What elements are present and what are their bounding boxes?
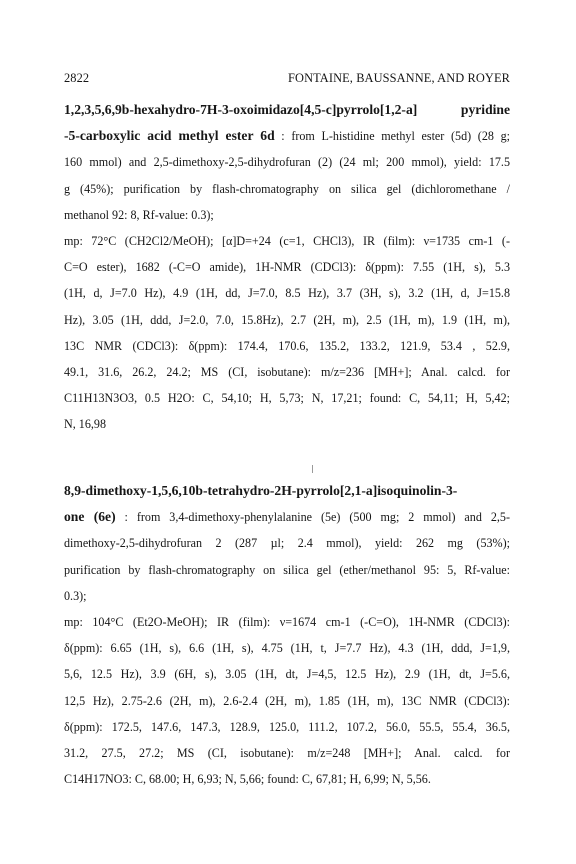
entry1-body-line: (1H, d, J=7.0 Hz), 4.9 (1H, dd, J=7.0, 8.5 Hz), 3.7 (3H, s), 3.2 (1H, d, J=15.8	[64, 286, 510, 301]
entry2-title-part-1: 8,9-dimethoxy-1,5,6,10b-tetrahydro-2H-pyrrolo[2,1-a]isoquinolin-3-	[64, 483, 458, 498]
entry1-body-line: Hz), 3.05 (1H, ddd, J=2.0, 7.0, 15.8Hz), 2.7 (2H, m), 2.5 (1H, m), 1.9 (1H, m),	[64, 312, 510, 327]
author-running-head: FONTAINE, BAUSSANNE, AND ROYER	[288, 71, 510, 85]
entry2-body-line: δ(ppm): 6.65 (1H, s), 6.6 (1H, s), 4.75 (1H, t, J=7.7 Hz), 4.3 (1H, ddd, J=1,9,	[64, 641, 510, 656]
compound-entry-6e	[64, 478, 510, 792]
entry2-body-line: mp: 104°C (Et2O-MeOH); IR (film): ν=1674 cm-1 (-C=O), 1H-NMR (CDCl3):	[64, 614, 510, 629]
compound-entry-6d	[64, 97, 510, 437]
entry1-title-part-2: -5-carboxylic acid methyl ester 6d	[64, 128, 275, 144]
entry1-body-line: 13C NMR (CDCl3): δ(ppm): 174.4, 170.6, 135.2, 133.2, 121.9, 53.4 , 52.9,	[64, 338, 510, 353]
page-number: 2822	[64, 71, 90, 85]
entry2-body-line: δ(ppm): 172.5, 147.6, 147.3, 128.9, 125.0, 111.2, 107.2, 56.0, 55.5, 55.4, 36.5,	[64, 719, 510, 734]
entry2-title-line-1	[64, 478, 510, 504]
entry2-title-part-2: one (6e)	[64, 509, 116, 525]
entry2-source-text: : from 3,4-dimethoxy-phenylalanine (5e) (500 mg; 2 mmol) and 2,5-	[115, 510, 510, 525]
entry1-body-line: C11H13N3O3, 0.5 H2O: C, 54,10; H, 5,73; N, 17,21; found: C, 54,11; H, 5,42;	[64, 391, 510, 406]
entry1-body-line: 160 mmol) and 2,5-dimethoxy-2,5-dihydrofuran (2) (24 ml; 200 mmol), yield: 17.5	[64, 155, 510, 170]
entry2-body-line: 0.3);	[64, 588, 87, 603]
entry1-title-line-1	[64, 97, 510, 123]
entry2-body-line: 12,5 Hz), 2.75-2.6 (2H, m), 2.6-2.4 (2H, m), 1.85 (1H, m), 13C NMR (CDCl3):	[64, 693, 510, 708]
entry2-body-line: C14H17NO3: C, 68.00; H, 6,93; N, 5,66; found: C, 67,81; H, 6,99; N, 5,56.	[64, 772, 431, 787]
entry2-body-line: dimethoxy-2,5-dihydrofuran 2 (287 µl; 2.4 mmol), yield: 262 mg (53%);	[64, 536, 510, 551]
entry1-body-line: 49.1, 31.6, 26.2, 24.2; MS (CI, isobutane): m/z=236 [MH+]; Anal. calcd. for	[64, 364, 510, 379]
entry2-title-line-2	[64, 504, 510, 530]
section-divider-mark	[312, 465, 313, 473]
entry1-body-line: g (45%); purification by flash-chromatography on silica gel (dichloromethane /	[64, 181, 510, 196]
entry1-title-line-2	[64, 123, 510, 149]
entry1-source-text: : from L-histidine methyl ester (5d) (28 g;	[274, 129, 510, 144]
entry2-body-line: 5,6, 12.5 Hz), 3.9 (6H, s), 3.05 (1H, dt, J=4,5, 12.5 Hz), 2.9 (1H, dt, J=5.6,	[64, 667, 510, 682]
entry2-body-line: purification by flash-chromatography on silica gel (ether/methanol 95: 5, Rf-value:	[64, 562, 510, 577]
entry1-body-line: methanol 92: 8, Rf-value: 0.3);	[64, 207, 214, 222]
entry1-body-line: C=O ester), 1682 (-C=O amide), 1H-NMR (CDCl3): δ(ppm): 7.55 (1H, s), 5.3	[64, 260, 510, 275]
entry2-body-line: 31.2, 27.5, 27.2; MS (CI, isobutane): m/z=248 [MH+]; Anal. calcd. for	[64, 745, 510, 760]
entry1-body-line: N, 16,98	[64, 417, 106, 432]
entry1-title-part-1: 1,2,3,5,6,9b-hexahydro-7H-3-oxoimidazo[4,5-c]pyrrolo[1,2-a] pyridine	[64, 102, 510, 117]
entry1-body-line: mp: 72°C (CH2Cl2/MeOH); [α]D=+24 (c=1, CHCl3), IR (film): ν=1735 cm-1 (-	[64, 233, 510, 248]
